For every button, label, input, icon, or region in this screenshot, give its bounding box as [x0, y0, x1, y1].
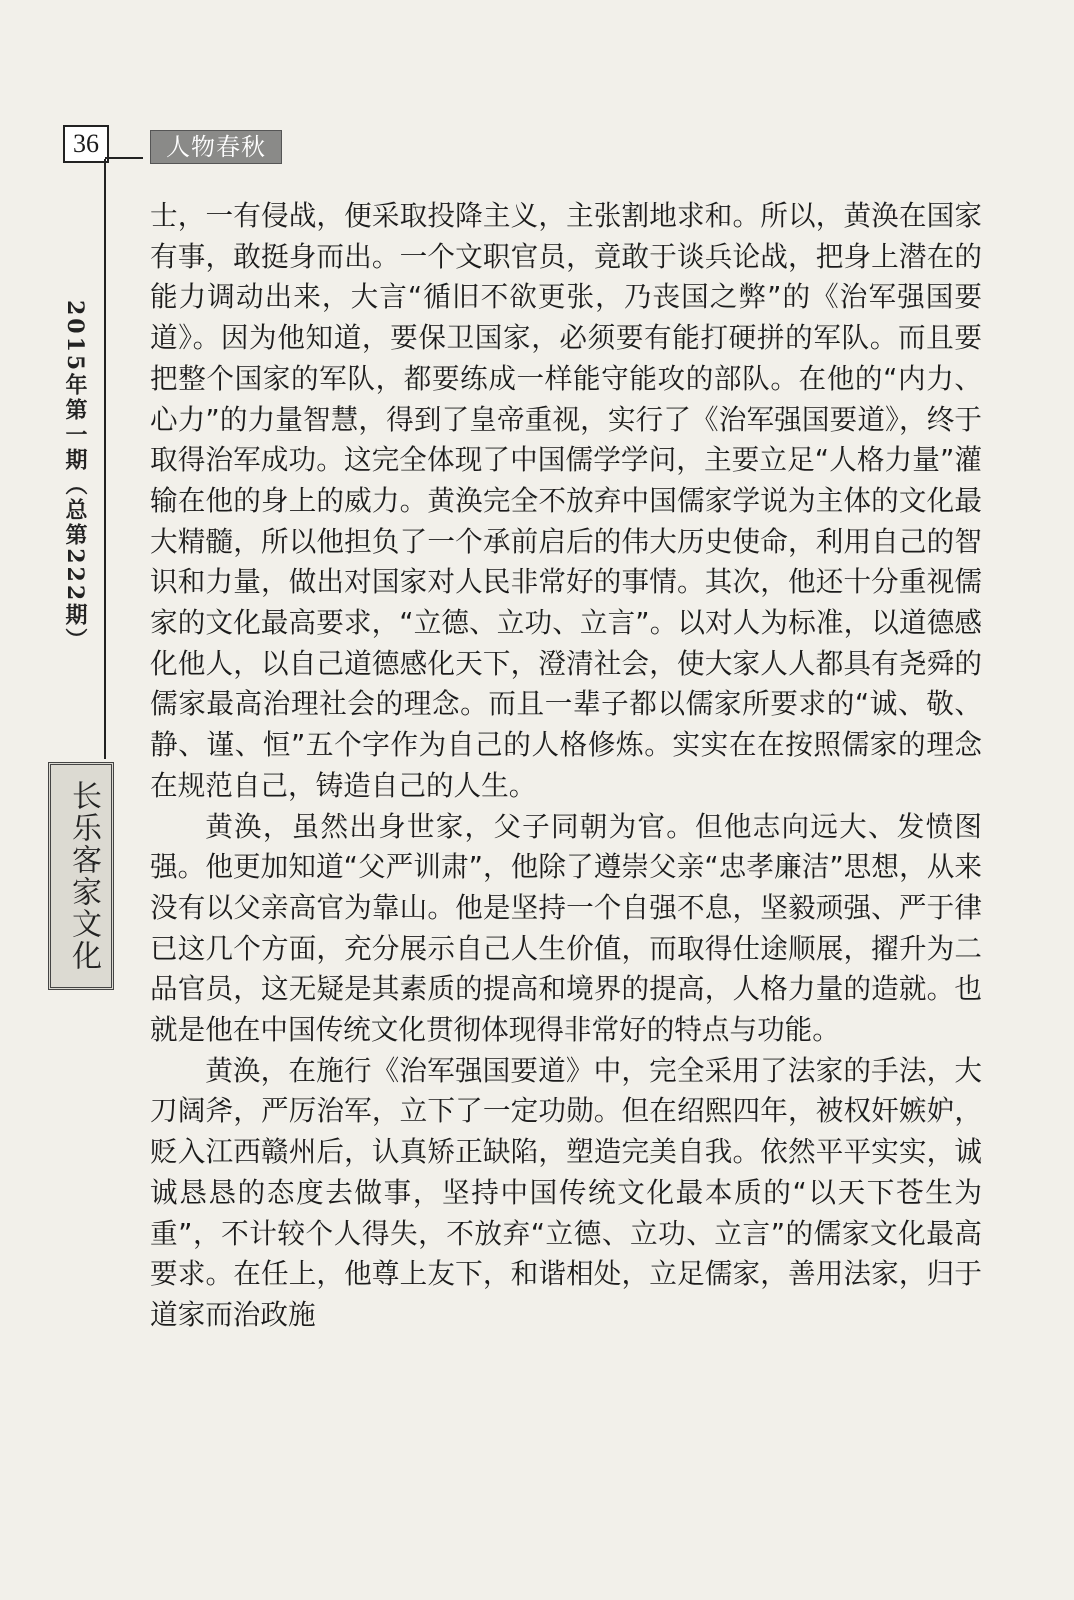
- page-number: 36: [63, 125, 109, 163]
- section-title: 人物春秋: [150, 130, 282, 164]
- magazine-title: 长乐客家文化: [48, 762, 114, 990]
- paragraph-3: 黄涣，在施行《治军强国要道》中，完全采用了法家的手法，大刀阔斧，严厉治军，立下了一定功勋。但在绍熙四年，被权奸嫉妒，贬入江西赣州后，认真矫正缺陷，塑造完美自我。依然平平实实，诚诚恳恳的态度去做事，坚持中国传统文化最本质的“以天下苍生为重”，不计较个人得失，不放弃“立德、立功、立言”的儒家文化最高要求。在任上，他尊上友下，和谐相处，立足儒家，善用法家，归于道家而治政施: [150, 1053, 982, 1331]
- header-rule: [105, 157, 143, 159]
- issue-info: 2015年第一期（总第222期）: [62, 300, 88, 654]
- article-body: [150, 196, 982, 1336]
- margin-rule: [104, 159, 106, 759]
- paragraph-1: 士，一有侵战，便采取投降主义，主张割地求和。所以，黄涣在国家有事，敢挺身而出。一个文职官员，竟敢于谈兵论战，把身上潜在的能力调动出来，大言“循旧不欲更张，乃丧国之弊”的《治军强国要道》。因为他知道，要保卫国家，必须要有能打硬拼的军队。而且要把整个国家的军队，都要练成一样能守能攻的部队。在他的“内力、心力”的力量智慧，得到了皇帝重视，实行了《治军强国要道》，终于取得治军成功。这完全体现了中国儒学学问，主要立足“人格力量”灌输在他的身上的威力。黄涣完全不放弃中国儒家学说为主体的文化最大精髓，所以他担负了一个承前启后的伟大历史使命，利用自己的智识和力量，做出对国家对人民非常好的事情。其次，他还十分重视儒家的文化最高要求，“立德、立功、立言”。以对人为标准，以道德感化他人，以自己道德感化天下，澄清社会，使大家人人都具有尧舜的儒家最高治理社会的理念。而且一辈子都以儒家所要求的“诚、敬、静、谨、恒”五个字作为自己的人格修炼。实实在在按照儒家的理念在规范自己，铸造自己的人生。: [150, 199, 983, 802]
- paragraph-2: 黄涣，虽然出身世家，父子同朝为官。但他志向远大、发愤图强。他更加知道“父严训肃”，他除了遵崇父亲“忠孝廉洁”思想，从来没有以父亲高官为靠山。他是坚持一个自强不息，坚毅顽强、严于律已这几个方面，充分展示自己人生价值，而取得仕途顺展，擢升为二品官员，这无疑是其素质的提高和境界的提高，人格力量的造就。也就是他在中国传统文化贯彻体现得非常好的特点与功能。: [150, 809, 982, 1047]
